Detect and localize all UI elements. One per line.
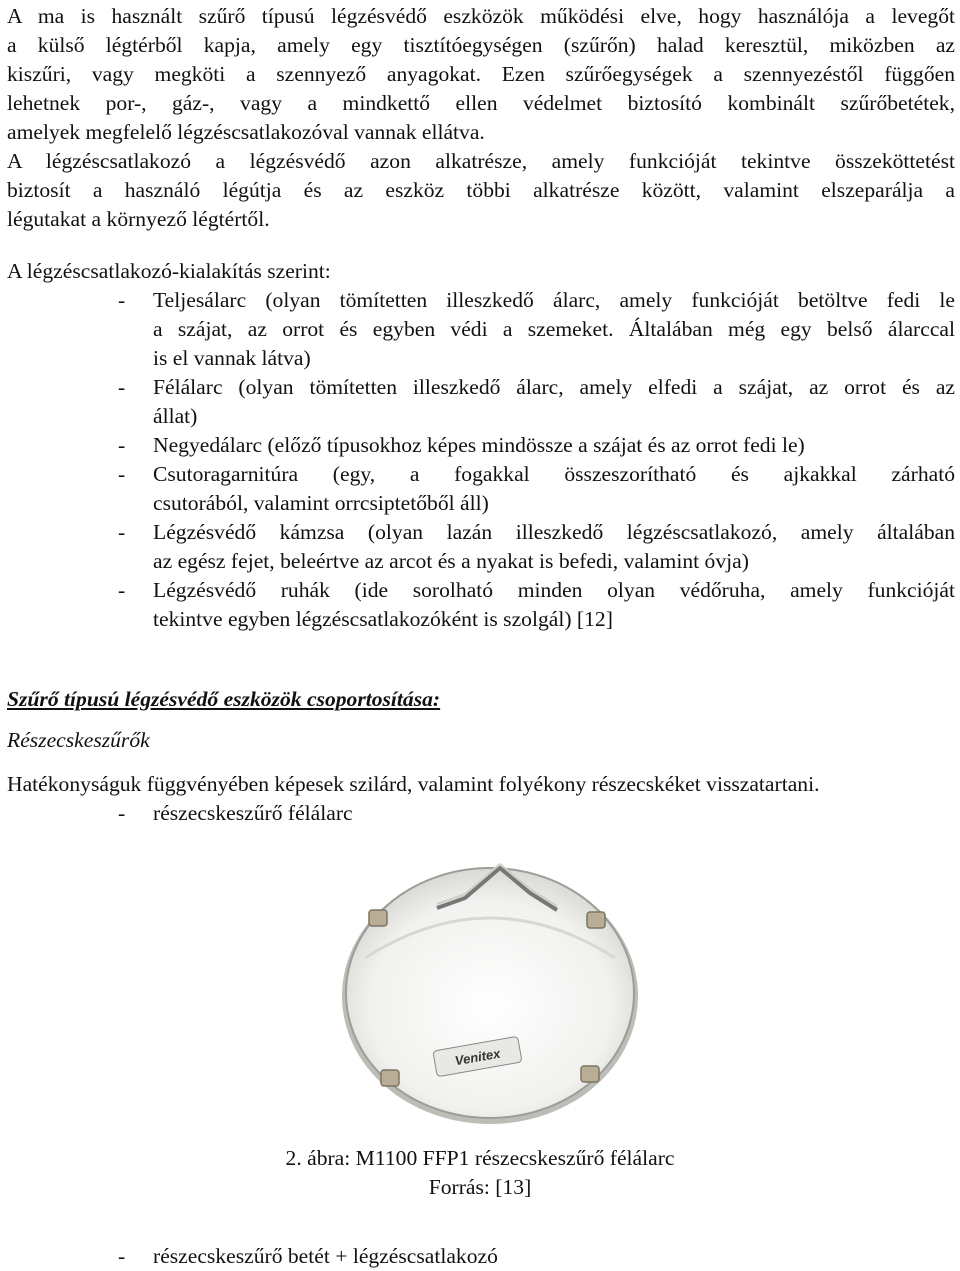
list-item-line: az egész fejet, beleértve az arcot és a nyakat is befedi, valamint óvja) (153, 549, 749, 573)
connector-type-list (0, 286, 960, 634)
list-dash: - (118, 801, 126, 825)
strap-clip (581, 1066, 599, 1082)
list-item-line: Félálarc (olyan tömítetten illeszkedő álarc, amely elfedi a szájat, az orrot és az (153, 375, 955, 399)
section-heading: Szűrő típusú légzésvédő eszközök csoportosítása: (7, 687, 441, 711)
intro-line: lehetnek por-, gáz-, vagy a mindkettő ellen védelmet biztosító kombinált szűrőbetétek, (7, 91, 955, 115)
list-item-line: Légzésvédő kámzsa (olyan lazán illeszkedő légzéscsatlakozó, amely általában (153, 520, 955, 544)
section-subheading: Részecskeszűrők (7, 728, 150, 752)
list-item (0, 286, 960, 373)
strap-clip (369, 910, 387, 926)
list-dash: - (118, 462, 126, 486)
list-item-line: Teljesálarc (olyan tömítetten illeszkedő álarc, amely funkcióját betöltve fedi le (153, 288, 955, 312)
bullet-text: részecskeszűrő betét + légzéscsatlakozó (153, 1244, 498, 1268)
list-item-line: csutorából, valamint orrcsiptetőből áll) (153, 491, 489, 515)
mask-brand-text: Venitex (453, 1045, 502, 1069)
intro-line: légutakat a környező légtértől. (7, 207, 270, 231)
intro-line: A ma is használt szűrő típusú légzésvédő eszközök működési elve, hogy használója a levegőt (7, 4, 955, 28)
list-item-line: állat) (153, 404, 198, 428)
strap-clip (381, 1070, 399, 1086)
intro-line: biztosít a használó légútja és az eszköz többi alkatrésze között, valamint elszeparálja a (7, 178, 955, 202)
list-intro: A légzéscsatlakozó-kialakítás szerint: (7, 259, 331, 283)
intro-line: a külső légtérből kapja, amely egy tisztítóegységen (szűrőn) halad keresztül, miközben az (7, 33, 955, 57)
intro-line: A légzéscsatlakozó a légzésvédő azon alkatrésze, amely funkcióját tekintve összeköttetést (7, 149, 955, 173)
list-item (0, 373, 960, 431)
list-item-line: Negyedálarc (előző típusokhoz képes mindössze a szájat és az orrot fedi le) (153, 433, 805, 457)
list-item-line: a szájat, az orrot és egyben védi a szemeket. Általában még egy belső álarccal (153, 317, 955, 341)
respirator-mask-illustration (325, 838, 655, 1128)
list-dash: - (118, 1244, 126, 1268)
intro-paragraph (7, 2, 955, 234)
list-item (0, 576, 960, 634)
bullet-text: részecskeszűrő félálarc (153, 801, 353, 825)
list-item-line: Csutoragarnitúra (egy, a fogakkal összeszorítható és ajkakkal zárható (153, 462, 955, 486)
intro-line: amelyek megfelelő légzéscsatlakozóval vannak ellátva. (7, 120, 485, 144)
list-dash: - (118, 288, 126, 312)
list-item (0, 460, 960, 518)
figure-caption: 2. ábra: M1100 FFP1 részecskeszűrő félálarc (285, 1146, 675, 1170)
list-item-line: Légzésvédő ruhák (ide sorolható minden olyan védőruha, amely funkcióját (153, 578, 955, 602)
intro-line: kiszűri, vagy megköti a szennyező anyagokat. Ezen szűrőegységek a szennyezéstől függően (7, 62, 955, 86)
mask-image (325, 838, 655, 1128)
list-dash: - (118, 375, 126, 399)
list-item (0, 431, 960, 460)
list-dash: - (118, 520, 126, 544)
strap-clip (587, 912, 605, 928)
list-item-line: tekintve egyben légzéscsatlakozóként is szolgál) [12] (153, 607, 613, 631)
list-item (0, 518, 960, 576)
list-item-line: is el vannak látva) (153, 346, 311, 370)
body-text: Hatékonyságuk függvényében képesek szilárd, valamint folyékony részecskéket visszatartani. (7, 772, 820, 796)
list-dash: - (118, 433, 126, 457)
list-dash: - (118, 578, 126, 602)
figure-source: Forrás: [13] (428, 1175, 532, 1199)
